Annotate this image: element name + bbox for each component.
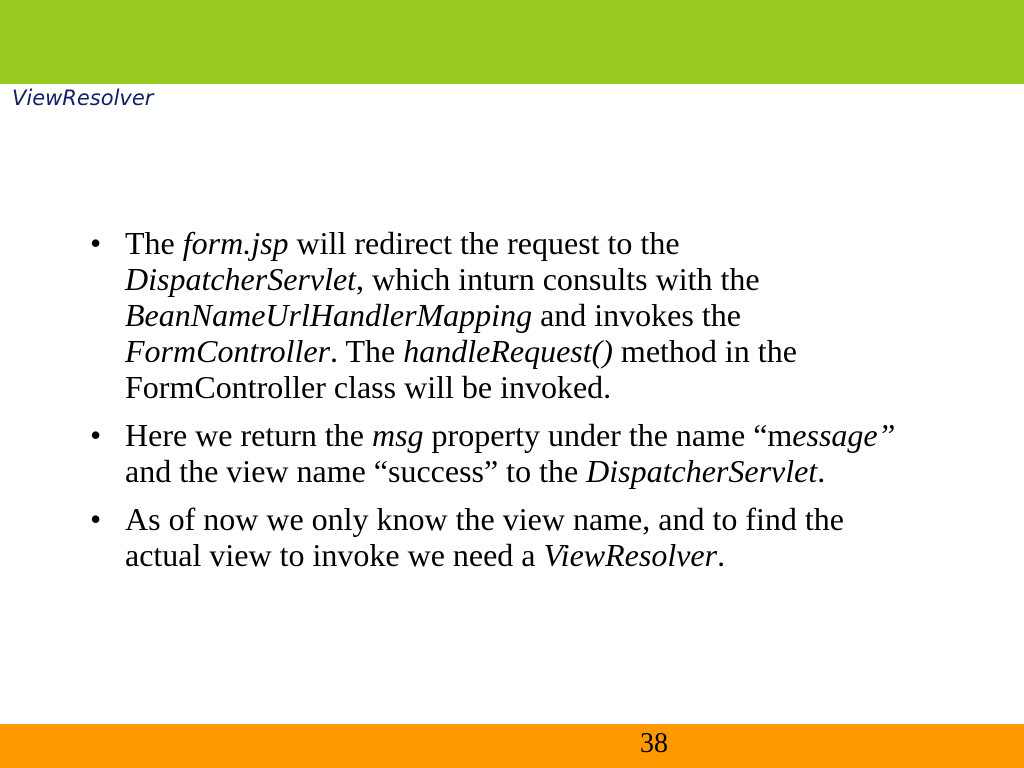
italic-text-run: BeanNameUrlHandlerMapping [125, 297, 533, 333]
italic-text-run: DispatcherServlet [125, 261, 357, 297]
text-run: property under the name “m [423, 417, 793, 453]
italic-text-run: handleRequest() [403, 333, 613, 369]
bullet-item [90, 225, 920, 405]
slide-title: ViewResolver [12, 86, 154, 110]
text-run: , which inturn consults with the [356, 261, 760, 297]
bullet-text [125, 501, 920, 573]
text-run: Here we return the [125, 417, 372, 453]
italic-text-run: form.jsp [182, 225, 289, 261]
text-run: . [717, 537, 726, 573]
text-run: The [125, 225, 183, 261]
top-color-band [0, 0, 1024, 84]
bottom-color-band [0, 724, 1024, 768]
italic-text-run: msg [371, 417, 424, 453]
page-number: 38 [640, 728, 668, 759]
text-run: . The [330, 333, 404, 369]
text-run: method in the FormController class will be invoked. [125, 333, 797, 405]
text-run: will redirect the request to the [288, 225, 680, 261]
text-run: As of now we only know the view name, and to find the actual view to invoke we need a [125, 501, 844, 573]
text-run: and invokes the [532, 297, 741, 333]
italic-text-run: essage” [792, 417, 896, 453]
italic-text-run: FormController [125, 333, 331, 369]
italic-text-run: ViewResolver [543, 537, 718, 573]
bullet-text [125, 417, 920, 489]
italic-text-run: DispatcherServlet [586, 453, 818, 489]
bullet-icon: • [90, 225, 102, 261]
bullet-list [90, 225, 920, 585]
bullet-icon: • [90, 501, 102, 537]
text-run: and the view name “success” to the [125, 453, 587, 489]
bullet-item [90, 417, 920, 489]
text-run: . [817, 453, 826, 489]
bullet-item [90, 501, 920, 573]
bullet-text [125, 225, 920, 405]
bullet-icon: • [90, 417, 102, 453]
